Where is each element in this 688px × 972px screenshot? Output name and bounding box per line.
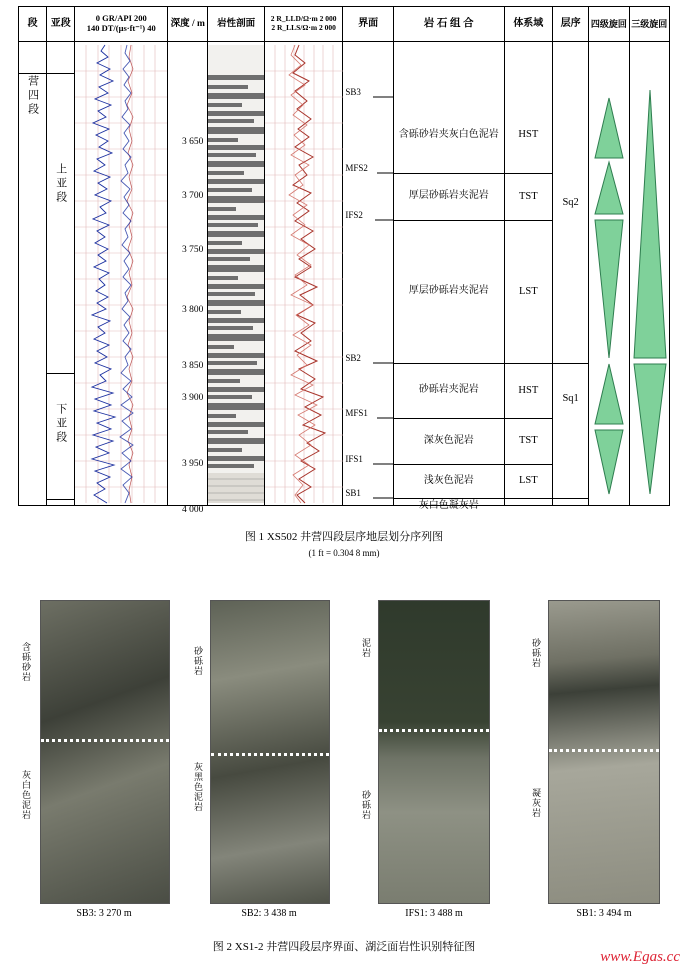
core-photo-2-top-label: 砂砾岩 (193, 646, 203, 676)
depth-label-6: 3 950 (182, 458, 204, 469)
core-photo-1-bottom-label: 灰白色泥岩 (21, 770, 31, 820)
rock-assemblage-canvas (394, 45, 504, 512)
depth-label-3: 3 800 (182, 304, 204, 315)
depth-label-2: 3 750 (182, 244, 204, 255)
core-photo-1-caption: SB3: 3 270 m (76, 908, 132, 919)
rock-text-0: 含砾砂岩夹灰白色泥岩 (398, 128, 499, 140)
figure-2 (0, 590, 688, 972)
rock-text-4: 深灰色泥岩 (423, 434, 474, 446)
system-lst-1: LST (518, 475, 538, 486)
header-third-order-cycle (629, 7, 669, 42)
header-systems-tract: 体系域 (504, 7, 552, 42)
core-photo-3-top-label: 泥岩 (361, 638, 371, 658)
cycle3-canvas (630, 42, 669, 505)
sequence-sq1: Sq1 (562, 392, 579, 404)
strat-duan-label: 营四段 (26, 74, 39, 117)
core-photo-4-bottom-label: 凝灰岩 (531, 788, 541, 818)
gr-dt-canvas (75, 45, 167, 503)
header-duan: 段 (19, 7, 47, 42)
boundary-sb3: SB3 (345, 86, 361, 97)
fourth-order-cycle-column (589, 42, 629, 506)
boundary-sb2: SB2 (345, 352, 361, 363)
core-photo-2-caption: SB2: 3 438 m (241, 908, 297, 919)
figure-1-caption-note: (1 ft = 0.304 8 mm) (308, 548, 380, 558)
resistivity-svg (265, 45, 343, 503)
rock-text-6: 灰白色凝灰岩 (418, 500, 479, 512)
system-tst-2: TST (518, 190, 538, 202)
figure-1-caption: 图 1 XS502 井营四段层序地层划分序列图 (244, 531, 444, 543)
well-log-table (18, 6, 670, 515)
systems-tract-canvas (505, 45, 552, 503)
core-photo-3-bottom-label: 砂砾岩 (361, 790, 371, 820)
header-dt: 140 DT/(μs·ft⁻¹) 40 (86, 23, 156, 33)
depth-label-1: 3 700 (182, 190, 204, 201)
header-interface: 界面 (343, 7, 393, 42)
resistivity-canvas (265, 45, 343, 503)
watermark: www.Egas.cc (600, 949, 680, 965)
core-photo-1-top-label: 含砾砂岩 (21, 642, 31, 682)
interface-ticks (343, 45, 393, 503)
strat-subduan-cell (47, 42, 75, 506)
header-rock-assemblage: 岩 石 组 合 (393, 7, 504, 42)
rock-text-5: 浅灰色泥岩 (423, 474, 474, 486)
boundary-dotted-line-4 (549, 749, 659, 752)
gr-dt-track (75, 42, 168, 506)
core-photo-4 (548, 600, 660, 904)
header-sequence: 层序 (553, 7, 589, 42)
sequence-sq2: Sq2 (562, 196, 579, 208)
header-cycle3-label: 三级旋回 (631, 18, 668, 29)
header-gr: 0 GR/API 200 (95, 13, 147, 24)
depth-track (168, 42, 208, 515)
sequence-canvas (553, 45, 588, 503)
core-photo-4-top-label: 砂砾岩 (531, 638, 541, 668)
header-depth (168, 7, 208, 42)
depth-label-5: 3 900 (182, 392, 204, 403)
depth-label-0: 3 650 (182, 136, 204, 147)
boundary-mfs1: MFS1 (345, 407, 368, 418)
lithology-canvas (208, 45, 263, 503)
system-hst-1: HST (518, 384, 539, 396)
boundary-dotted-line-2 (211, 753, 329, 756)
header-lith-profile: 岩性剖面 (208, 7, 264, 42)
header-fourth-order-cycle (589, 7, 629, 42)
resistivity-track (264, 42, 343, 506)
depth-canvas (168, 45, 207, 515)
header-gr-dt (75, 7, 168, 42)
cycle3-svg (630, 42, 670, 500)
boundary-dotted-line-3 (379, 729, 489, 732)
rock-text-3: 砂砾岩夹泥岩 (418, 384, 479, 396)
lithology-column (208, 42, 264, 506)
systems-tract-column (504, 42, 552, 506)
core-photo-4-caption: SB1: 3 494 m (576, 908, 632, 919)
core-photo-2-bottom-label: 灰黑色泥岩 (193, 762, 203, 812)
header-cycle4-label: 四级旋回 (590, 18, 627, 29)
header-subduan: 亚段 (47, 7, 75, 42)
system-lst-2: LST (518, 285, 538, 297)
strat-duan-cell (19, 42, 47, 506)
cycle4-canvas (589, 42, 628, 505)
interface-canvas (343, 45, 392, 503)
sequence-column (553, 42, 589, 506)
boundary-ifs1: IFS1 (345, 453, 363, 464)
lithology-svg (208, 45, 264, 503)
header-rlls: 2 R_LLS/Ω·m 2 000 (271, 23, 336, 32)
system-hst-2: HST (518, 129, 539, 140)
header-resistivity (264, 7, 343, 42)
gr-dt-svg (75, 45, 167, 503)
rock-assemblage-column (393, 42, 504, 512)
depth-label-4: 3 850 (182, 360, 204, 371)
third-order-cycle-column (629, 42, 669, 506)
depth-label-7: 4 000 (182, 504, 204, 515)
rock-text-1: 厚层砂砾岩夹泥岩 (408, 190, 489, 202)
header-rlld: 2 R_LLD/Ω·m 2 000 (270, 14, 337, 24)
boundary-sb1: SB1 (345, 487, 361, 498)
core-photo-3 (378, 600, 490, 904)
header-depth-label: 深度 / m (170, 18, 205, 29)
rock-text-2: 厚层砂砾岩夹泥岩 (408, 285, 489, 297)
boundary-ifs2: IFS2 (345, 209, 363, 220)
core-photo-3-caption: IFS1: 3 488 m (405, 908, 463, 919)
subduan-lower-label: 下亚段 (54, 402, 67, 445)
core-photo-2 (210, 600, 330, 904)
figure-2-caption: 图 2 XS1-2 井营四段层序界面、湖泛面岩性识别特征图 (212, 941, 476, 953)
system-tst-1: TST (518, 435, 538, 446)
interface-column (343, 42, 393, 506)
boundary-mfs2: MFS2 (345, 162, 368, 173)
figure-1 (18, 6, 670, 515)
cycle4-svg (589, 42, 629, 500)
core-photo-1 (40, 600, 170, 904)
subduan-upper-label: 上亚段 (54, 162, 67, 205)
boundary-dotted-line-1 (41, 739, 169, 742)
